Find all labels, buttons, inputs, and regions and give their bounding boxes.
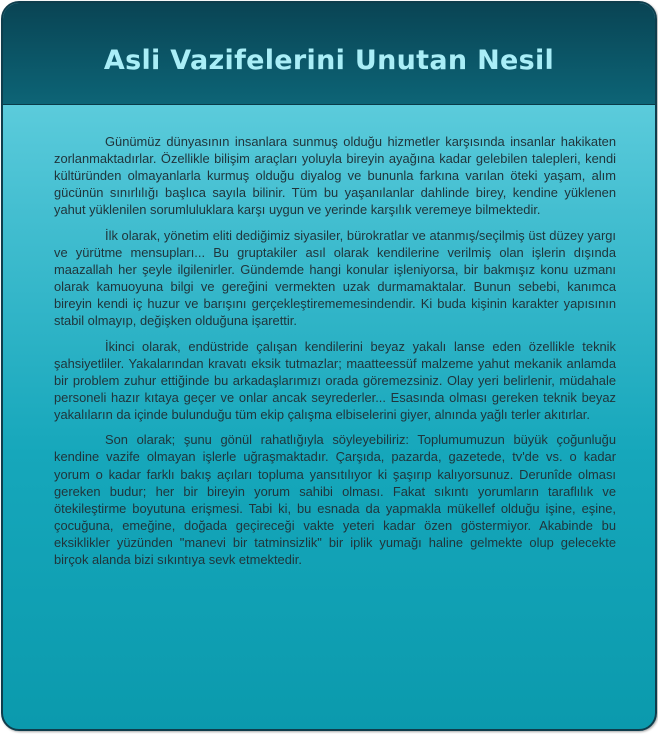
paragraph-4: Son olarak; şunu gönül rahatlığıyla söyleyebiliriz: Toplumumuzun büyük çoğunluğu kendine vazife olmayan işlerle uğraşmaktadır. Çarşıda, pazarda, gazetede, tv'de vs. o kadar yorum o kadar farklı bakış açıları topluma yansıtılıyor ki şaşırıp kalıyorsunuz. Derunîde olması gereken budur; her bir bireyin yorum sahibi olması. Fakat sıkıntı yorumların taraflılık ve ötekileştirme boyutuna erişmesi. Tabi ki, bu esnada da yapmakla mükellef olduğu işine, eşine, çocuğuna, emeğine, doğada geçireceği vakte yeteri kadar özen göstermiyor. Akabinde bu eksiklikler yüzünden "manevi bir tatminsizlik" bir iplik yumağı haline gelmekte olup gelecekte birçok alanda bizi sıkıntıya sevk etmektedir. bbox=[54, 432, 616, 568]
article-title: Asli Vazifelerini Unutan Nesil bbox=[103, 45, 555, 76]
title-banner bbox=[3, 3, 655, 105]
paragraph-1: Günümüz dünyasının insanlara sunmuş olduğu hizmetler karşısında insanlar hakikaten zorlanmaktadırlar. Özellikle bilişim araçları yoluyla bireyin ayağına kadar gelebilen talepleri, kendi kültüründen olmayanlarla kurmuş olduğu diyalog ve bununla farkına varılan öteki yaşam, alım gücünün sınırlılığı başlıca sayıla bilinir. Tüm bu yaşanılanlar dahlinde birey, kendine yüklenen yahut yüklenilen sorumluluklara karşı uygun ve yerinde karşılık veremeye bilmektedir. bbox=[54, 134, 616, 218]
article-body bbox=[54, 133, 616, 576]
paragraph-3: İkinci olarak, endüstride çalışan kendilerini beyaz yakalı lanse eden özellikle teknik şahsiyetliler. Yakalarından kravatı eksik tutmazlar; maatteessüf malzeme yahut mekanik anlamda bir problem zuhur ettiğinde bu arkadaşlarımızı orada göremezsiniz. Olay yeri belirlenir, müdahale personeli hazır kıtaya geçer ve onlar ancak seyrederler... Esasında olması gereken teknik beyaz yakalıların da içinde bulunduğu tüm ekip çalışma elbiselerini giyer, alnında yağlı terler akıtırlar. bbox=[54, 338, 616, 422]
article-card bbox=[1, 1, 657, 731]
paragraph-2: İlk olarak, yönetim eliti dediğimiz siyasiler, bürokratlar ve atanmış/seçilmiş üst düzey yargı ve yürütme mensupları... Bu gruptakiler asıl olarak kendilerine verilmiş olan işlerin dışında maazallah her şeyle ilgilenirler. Gündemde hangi konular işleniyorsa, bir bakmışız konu uzmanı olarak kamuoyuna bilgi ve gereğini vermekten uzak durmamaktalar. Bunun sebebi, kanımca bireyin kendi iç huzur ve barışını gerçekleştirememesindendir. Ki buda kişinin karakter yapısının stabil olmayıp, değişken olduğuna işarettir. bbox=[54, 227, 616, 329]
